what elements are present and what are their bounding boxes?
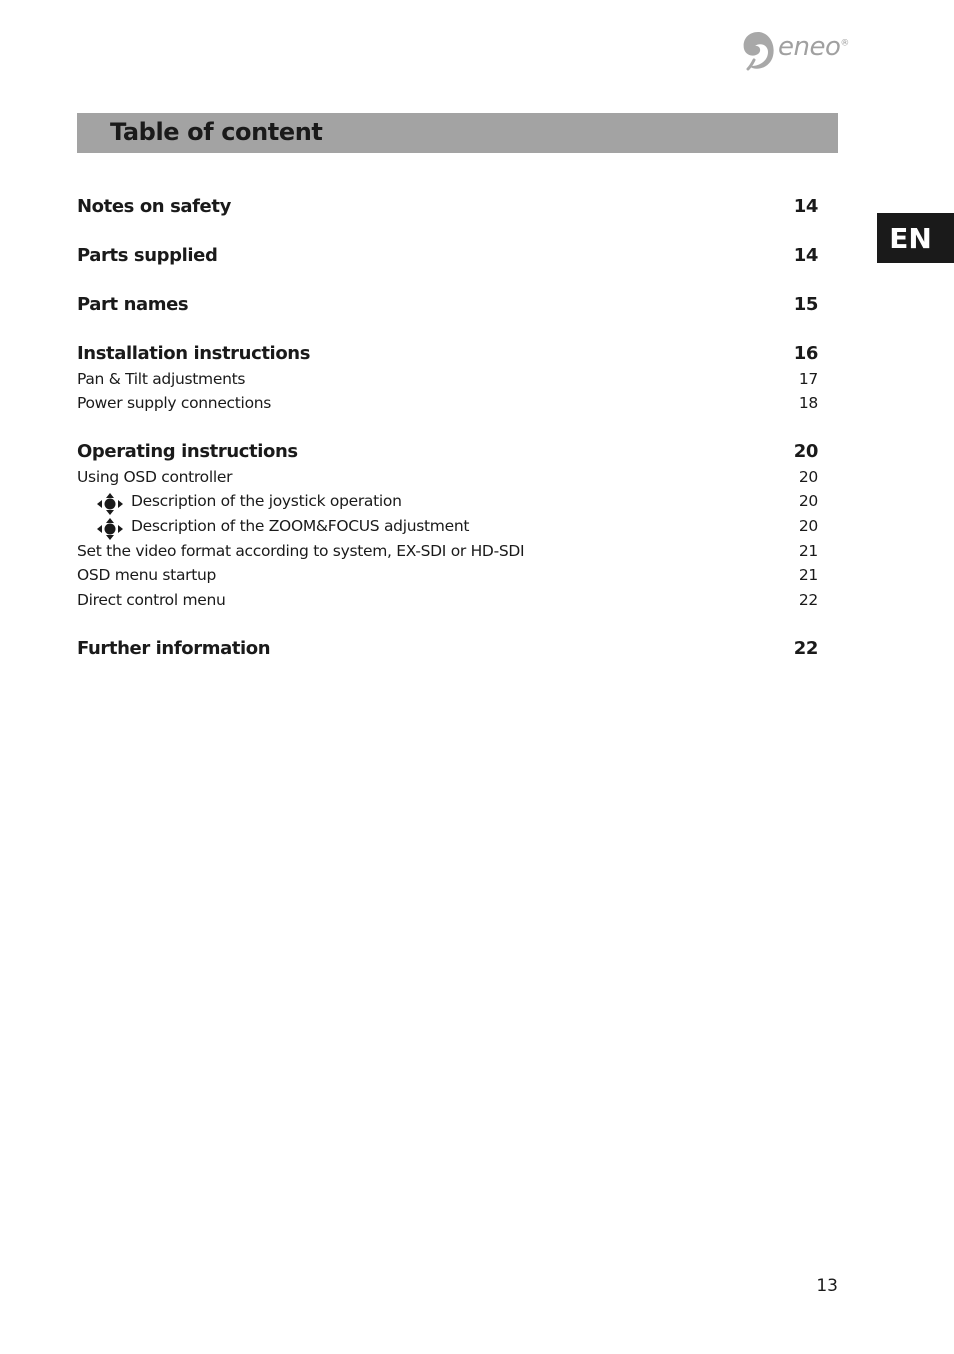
toc-entry-label: Power supply connections <box>77 394 272 412</box>
toc-entry-label: Pan & Tilt adjustments <box>77 370 246 388</box>
joystick-icon <box>97 493 123 515</box>
toc-subentry[interactable] <box>77 566 818 584</box>
toc-entry-label: Operating instructions <box>77 441 298 462</box>
toc-subentry[interactable] <box>77 370 818 388</box>
brand-name: eneo® <box>778 32 849 62</box>
eneo-logo <box>740 30 849 72</box>
toc-subentry[interactable] <box>77 591 818 609</box>
toc-entry[interactable] <box>77 294 818 315</box>
title-bar <box>77 113 838 153</box>
toc-entry-page: 17 <box>798 370 818 388</box>
toc-entry-page: 14 <box>793 196 818 217</box>
toc-entry-label: Parts supplied <box>77 245 218 266</box>
toc-entry[interactable] <box>77 196 818 217</box>
joystick-icon <box>97 518 123 540</box>
toc-entry-page: 20 <box>798 517 818 535</box>
toc-subentry[interactable] <box>97 492 818 514</box>
toc-entry-label: Notes on safety <box>77 196 231 217</box>
page-number: 13 <box>816 1276 838 1296</box>
toc-entry[interactable] <box>77 343 818 364</box>
toc-entry-label: OSD menu startup <box>77 566 217 584</box>
toc-entry-label: Installation instructions <box>77 343 311 364</box>
toc-entry-page: 20 <box>798 468 818 486</box>
toc-entry-label: Further information <box>77 638 271 659</box>
toc-entry-page: 14 <box>793 245 818 266</box>
toc-entry-page: 18 <box>798 394 818 412</box>
toc-entry-label: Description of the ZOOM&FOCUS adjustment <box>131 517 470 535</box>
toc-subentry[interactable] <box>77 468 818 486</box>
toc-entry-page: 21 <box>798 566 818 584</box>
toc-subentry[interactable] <box>77 542 818 560</box>
toc-entry-label: Set the video format according to system, EX-SDI or HD-SDI <box>77 542 525 560</box>
toc-entry-page: 20 <box>793 441 818 462</box>
toc-entry-label: Part names <box>77 294 189 315</box>
toc-entry-page: 20 <box>798 492 818 510</box>
toc-entry-page: 15 <box>793 294 818 315</box>
toc-entry-page: 16 <box>793 343 818 364</box>
toc-subentry[interactable] <box>97 517 818 539</box>
toc-entry[interactable] <box>77 441 818 462</box>
toc-entry[interactable] <box>77 638 818 659</box>
toc-entry-page: 22 <box>798 591 818 609</box>
toc-entry-page: 21 <box>798 542 818 560</box>
toc-subentry[interactable] <box>77 394 818 412</box>
toc-entry-label: Using OSD controller <box>77 468 233 486</box>
toc-entry-label: Direct control menu <box>77 591 226 609</box>
toc-entry-page: 22 <box>793 638 818 659</box>
toc-entry[interactable] <box>77 245 818 266</box>
language-tab: EN <box>877 213 954 263</box>
eneo-swirl-icon <box>740 30 776 72</box>
page-title: Table of content <box>110 118 323 146</box>
toc-entry-label: Description of the joystick operation <box>131 492 402 510</box>
